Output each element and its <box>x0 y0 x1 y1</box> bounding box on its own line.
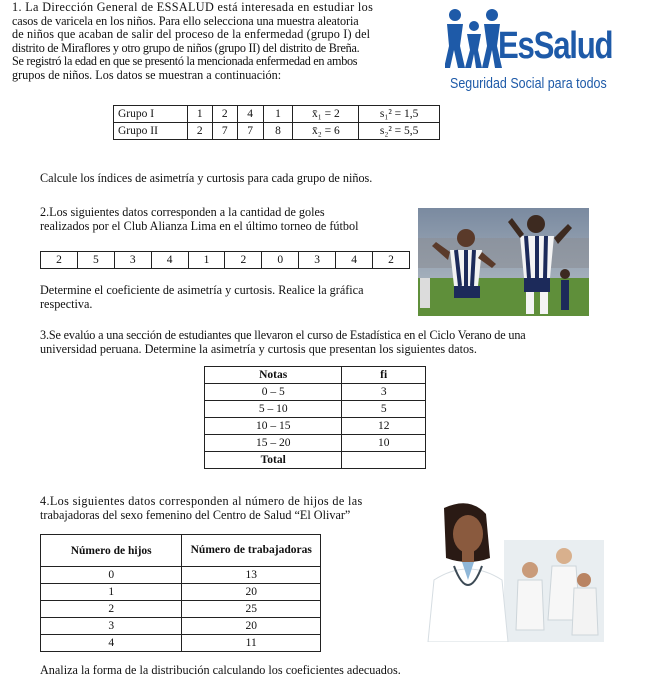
workers-cell: 11 <box>182 635 321 652</box>
cell: 8 <box>263 123 293 140</box>
column-header: Número de trabajadoras <box>182 535 321 567</box>
q3-grades-table <box>204 366 426 469</box>
table-row <box>205 384 426 401</box>
q2-paragraph <box>40 206 420 233</box>
cell: 7 <box>212 123 237 140</box>
q4-paragraph <box>40 495 412 522</box>
cell: 4 <box>151 252 188 269</box>
workers-cell: 13 <box>182 567 321 584</box>
table-header-row <box>41 535 321 567</box>
workers-cell: 20 <box>182 618 321 635</box>
column-header: fi <box>342 367 426 384</box>
cell: 2 <box>212 106 237 123</box>
q3-line: 3.Se evalúo a una sección de estudiantes que llevaron el curso de Estadística en el Ciclo Verano de una <box>40 328 526 342</box>
variance-cell: s₂² = 5,5 <box>359 123 440 140</box>
q1-line: grupos de niños. Los datos se muestran a continuación: <box>12 67 282 82</box>
table-row <box>41 618 321 635</box>
freq-cell: 12 <box>342 418 426 435</box>
table-row <box>114 106 440 123</box>
workers-cell: 25 <box>182 601 321 618</box>
q2-line: 2.Los siguientes datos corresponden a la cantidad de goles <box>40 205 325 219</box>
column-header: Notas <box>205 367 342 384</box>
interval-cell: 0 – 5 <box>205 384 342 401</box>
q2-question-line: Determine el coeficiente de asimetría y curtosis. Realice la gráfica <box>40 283 364 297</box>
column-header: Número de hijos <box>41 535 182 567</box>
table-row <box>114 123 440 140</box>
children-cell: 4 <box>41 635 182 652</box>
q1-line: de niños que acaban de salir del proceso de la enfermedad (grupo I) del <box>12 27 371 42</box>
essalud-logo <box>442 4 613 96</box>
variance-cell: s₁² = 1,5 <box>359 106 440 123</box>
freq-cell: 3 <box>342 384 426 401</box>
q2-question <box>40 284 410 311</box>
cell: 2 <box>41 252 78 269</box>
soccer-players-photo <box>418 208 589 316</box>
q1-table <box>113 105 440 140</box>
q1-question: Calcule los índices de asimetría y curtosis para cada grupo de niños. <box>40 171 373 185</box>
cell: 3 <box>114 252 151 269</box>
children-cell: 0 <box>41 567 182 584</box>
table-row <box>205 401 426 418</box>
cell: 1 <box>263 106 293 123</box>
children-cell: 2 <box>41 601 182 618</box>
cell: 4 <box>336 252 373 269</box>
cell: 5 <box>77 252 114 269</box>
table-row <box>205 435 426 452</box>
q1-line: casos de varicela en los niños. Para ello selecciona una muestra aleatoria <box>12 13 359 28</box>
group-label: Grupo I <box>114 106 188 123</box>
cell: 2 <box>225 252 262 269</box>
total-label: Total <box>205 452 342 469</box>
q4-line: 4.Los siguientes datos corresponden al número de hijos de las <box>40 494 363 508</box>
cell: 0 <box>262 252 299 269</box>
freq-cell: 10 <box>342 435 426 452</box>
table-row <box>41 252 410 269</box>
cell: 7 <box>237 123 263 140</box>
interval-cell: 5 – 10 <box>205 401 342 418</box>
table-row <box>41 635 321 652</box>
cell: 3 <box>299 252 336 269</box>
logo-tagline: Seguridad Social para todos <box>450 76 607 92</box>
table-row <box>41 601 321 618</box>
interval-cell: 15 – 20 <box>205 435 342 452</box>
table-row <box>41 584 321 601</box>
q2-line: realizados por el Club Alianza Lima en el último torneo de fútbol <box>40 218 359 233</box>
table-header-row <box>205 367 426 384</box>
freq-cell: 5 <box>342 401 426 418</box>
logo-name: EsSalud <box>498 25 613 67</box>
q1-line: 1. La Dirección General de ESSALUD está interesada en estudiar los <box>12 0 374 14</box>
cell: 2 <box>187 123 212 140</box>
table-total-row <box>205 452 426 469</box>
family-figures-icon <box>445 6 503 70</box>
q1-line: Se registró la edad en que se presentó la mencionada enfermedad en ambos <box>12 54 358 69</box>
children-cell: 1 <box>41 584 182 601</box>
table-row <box>205 418 426 435</box>
q1-line: distrito de Miraflores y otro grupo de niños (grupo II) del distrito de Breña. <box>12 40 360 55</box>
health-workers-photo <box>424 500 604 642</box>
interval-cell: 10 – 15 <box>205 418 342 435</box>
mean-cell: x̄₁ = 2 <box>293 106 359 123</box>
children-cell: 3 <box>41 618 182 635</box>
q3-line: universidad peruana. Determine la asimetría y curtosis que presentan los siguientes datos. <box>40 341 477 356</box>
q4-line: trabajadoras del sexo femenino del Centro de Salud “El Olivar” <box>40 507 351 522</box>
cell: 1 <box>187 106 212 123</box>
total-cell <box>342 452 426 469</box>
q3-paragraph <box>40 329 600 356</box>
cell: 4 <box>237 106 263 123</box>
table-row <box>41 567 321 584</box>
mean-cell: x̄₂ = 6 <box>293 123 359 140</box>
q2-question-line: respectiva. <box>40 296 93 311</box>
cell: 1 <box>188 252 225 269</box>
workers-cell: 20 <box>182 584 321 601</box>
q2-goals-table <box>40 251 410 269</box>
q1-paragraph <box>12 1 430 83</box>
group-label: Grupo II <box>114 123 188 140</box>
q4-question: Analiza la forma de la distribución calculando los coeficientes adecuados. <box>40 663 401 677</box>
cell: 2 <box>373 252 410 269</box>
q4-children-table <box>40 534 321 652</box>
